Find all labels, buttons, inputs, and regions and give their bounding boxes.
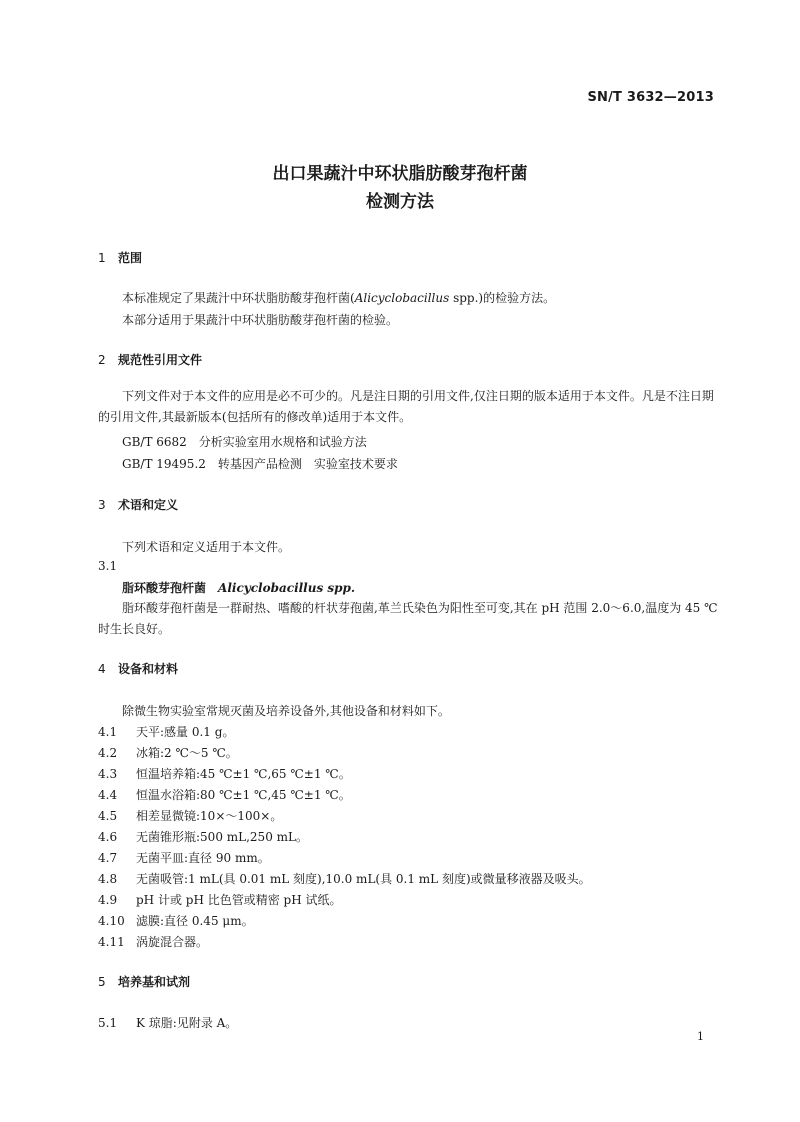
- terms-intro: 下列术语和定义适用于本文件。: [122, 540, 291, 554]
- section-title: 术语和定义: [118, 498, 179, 512]
- term-chinese: 脂环酸芽孢杆菌: [122, 581, 207, 595]
- item-text: 无菌吸管:1 mL(具 0.01 mL 刻度),10.0 mL(具 0.1 mL 刻度)或微量移液器及吸头。: [136, 872, 591, 886]
- section-title: 培养基和试剂: [118, 975, 191, 989]
- equipment-item: [98, 744, 238, 761]
- scope-paragraph-1: [122, 289, 555, 306]
- item-text: K 琼脂:见附录 A。: [136, 1016, 238, 1030]
- item-text: 天平:感量 0.1 g。: [136, 725, 235, 739]
- term-latin: Alicyclobacillus spp.: [218, 581, 356, 595]
- item-text: pH 计或 pH 比色管或精密 pH 试纸。: [136, 893, 342, 907]
- item-number: 4.8: [98, 872, 118, 886]
- equipment-item: [98, 849, 270, 866]
- section-2-heading: [98, 351, 202, 368]
- item-number: 4.2: [98, 746, 118, 760]
- standard-code: SN/T 3632—2013: [587, 90, 714, 105]
- section-number: 3: [98, 498, 106, 512]
- reference-item: GB/T 19495.2 转基因产品检测 实验室技术要求: [122, 457, 398, 471]
- equipment-item: [98, 870, 591, 887]
- item-number: 4.4: [98, 788, 118, 802]
- section-5-heading: [98, 973, 190, 990]
- item-text: 涡旋混合器。: [136, 935, 209, 949]
- title-line-2: 检测方法: [366, 192, 434, 212]
- item-text: 无菌平皿:直径 90 mm。: [136, 851, 270, 865]
- section-title: 设备和材料: [118, 662, 179, 676]
- term-entry: [122, 579, 355, 596]
- item-number: 4.9: [98, 893, 118, 907]
- item-number: 4.1: [98, 725, 118, 739]
- section-number: 1: [98, 251, 106, 265]
- section-number: 4: [98, 662, 106, 676]
- item-number: 4.3: [98, 767, 118, 781]
- text: spp.)的检验方法。: [449, 291, 556, 305]
- item-text: 冰箱:2 ℃～5 ℃。: [136, 746, 238, 760]
- item-number: 5.1: [98, 1016, 118, 1030]
- equipment-item: [98, 828, 308, 845]
- scope-paragraph-2: 本部分适用于果蔬汁中环状脂肪酸芽孢杆菌的检验。: [122, 313, 399, 327]
- equipment-item: [98, 933, 208, 950]
- item-number: 4.10: [98, 914, 125, 928]
- equipment-item: [98, 723, 234, 740]
- references-intro-paragraph: 下列文件对于本文件的应用是必不可少的。凡是注日期的引用文件,仅注日期的版本适用于本文件。凡是不注日期的引用文件,其最新版本(包括所有的修改单)适用于本文件。: [98, 389, 714, 424]
- item-text: 相差显微镜:10×～100×。: [136, 809, 283, 823]
- reagent-item: [98, 1014, 237, 1031]
- item-number: 4.7: [98, 851, 118, 865]
- section-title: 范围: [118, 251, 143, 265]
- section-number: 5: [98, 975, 106, 989]
- term-definition: 脂环酸芽孢杆菌是一群耐热、嗜酸的杆状芽孢菌,革兰氏染色为阳性至可变,其在 pH 范围 2.0～6.0,温度为 45 ℃时生长良好。: [98, 601, 718, 636]
- title-line-1: 出口果蔬汁中环状脂肪酸芽孢杆菌: [272, 164, 528, 184]
- page-number: 1: [697, 1030, 704, 1043]
- equipment-item: [98, 786, 351, 803]
- equipment-item: [98, 891, 342, 908]
- genus-name: Alicyclobacillus: [354, 291, 450, 305]
- section-3-heading: [98, 496, 178, 513]
- subsection-number: 3.1: [98, 559, 118, 573]
- item-number: 4.6: [98, 830, 118, 844]
- item-number: 4.11: [98, 935, 125, 949]
- equipment-item: [98, 807, 282, 824]
- item-text: 滤膜:直径 0.45 μm。: [136, 914, 254, 928]
- section-4-heading: [98, 660, 178, 677]
- item-text: 恒温培养箱:45 ℃±1 ℃,65 ℃±1 ℃。: [136, 767, 351, 781]
- section-number: 2: [98, 353, 106, 367]
- section-title: 规范性引用文件: [118, 353, 203, 367]
- document-title: [0, 160, 800, 216]
- section-1-heading: [98, 249, 142, 266]
- equipment-item: [98, 765, 351, 782]
- equipment-item: [98, 912, 254, 929]
- text: 本标准规定了果蔬汁中环状脂肪酸芽孢杆菌(: [122, 291, 355, 305]
- equipment-intro: 除微生物实验室常规灭菌及培养设备外,其他设备和材料如下。: [122, 704, 450, 718]
- item-text: 恒温水浴箱:80 ℃±1 ℃,45 ℃±1 ℃。: [136, 788, 351, 802]
- item-text: 无菌锥形瓶:500 mL,250 mL。: [136, 830, 308, 844]
- reference-item: GB/T 6682 分析实验室用水规格和试验方法: [122, 435, 367, 449]
- item-number: 4.5: [98, 809, 118, 823]
